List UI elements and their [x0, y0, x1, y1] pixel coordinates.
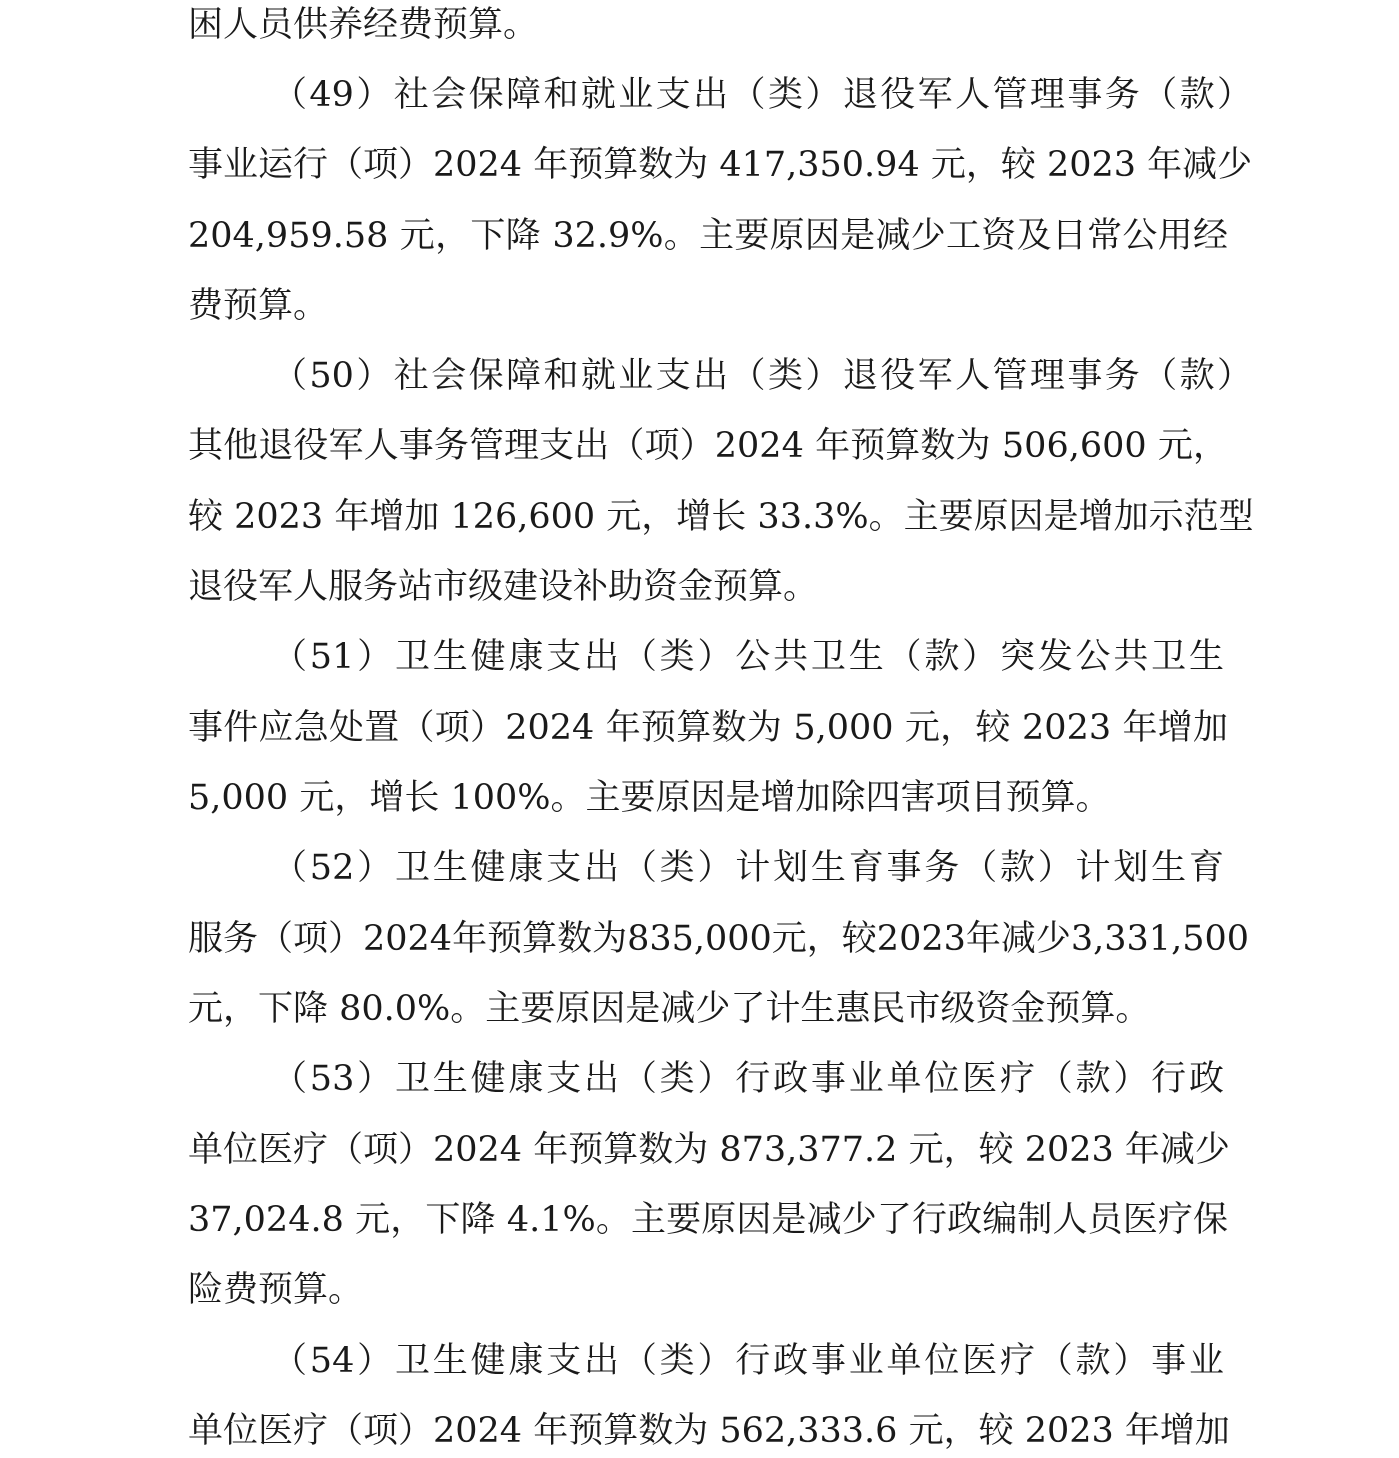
text-line: 元，下降 80.0%。主要原因是减少了计生惠民市级资金预算。: [188, 989, 1151, 1029]
text-line: 单位医疗（项）2024 年预算数为 873,377.2 元，较 2023 年减少: [188, 1130, 1230, 1170]
text-line: 服务（项）2024年预算数为835,000元，较2023年减少3,331,500: [188, 919, 1250, 959]
text-line: 费预算。: [188, 286, 329, 326]
paragraph-52-heading: （52）卫生健康支出（类）计划生育事务（款）计划生育: [272, 848, 1224, 888]
text-line: 险费预算。: [188, 1270, 364, 1310]
text-line: 204,959.58 元，下降 32.9%。主要原因是减少工资及日常公用经: [188, 216, 1228, 256]
text-line: 37,024.8 元，下降 4.1%。主要原因是减少了行政编制人员医疗保: [188, 1200, 1228, 1240]
paragraph-51-heading: （51）卫生健康支出（类）公共卫生（款）突发公共卫生: [272, 637, 1224, 677]
text-line: 事业运行（项）2024 年预算数为 417,350.94 元，较 2023 年减少: [188, 145, 1253, 185]
text-line: 5,000 元，增长 100%。主要原因是增加除四害项目预算。: [188, 778, 1111, 818]
text-line: 单位医疗（项）2024 年预算数为 562,333.6 元，较 2023 年增加: [188, 1411, 1230, 1451]
text-line: 较 2023 年增加 126,600 元，增长 33.3%。主要原因是增加示范型: [188, 497, 1254, 537]
paragraph-50-heading: （50）社会保障和就业支出（类）退役军人管理事务（款）: [272, 356, 1252, 396]
paragraph-54-heading: （54）卫生健康支出（类）行政事业单位医疗（款）事业: [272, 1341, 1224, 1381]
paragraph-49-heading: （49）社会保障和就业支出（类）退役军人管理事务（款）: [272, 75, 1252, 115]
text-line: 困人员供养经费预算。: [188, 5, 539, 45]
text-line: 退役军人服务站市级建设补助资金预算。: [188, 567, 819, 607]
text-line: 事件应急处置（项）2024 年预算数为 5,000 元，较 2023 年增加: [188, 708, 1228, 748]
paragraph-53-heading: （53）卫生健康支出（类）行政事业单位医疗（款）行政: [272, 1059, 1224, 1099]
text-line: 其他退役军人事务管理支出（项）2024 年预算数为 506,600 元，: [188, 426, 1228, 466]
